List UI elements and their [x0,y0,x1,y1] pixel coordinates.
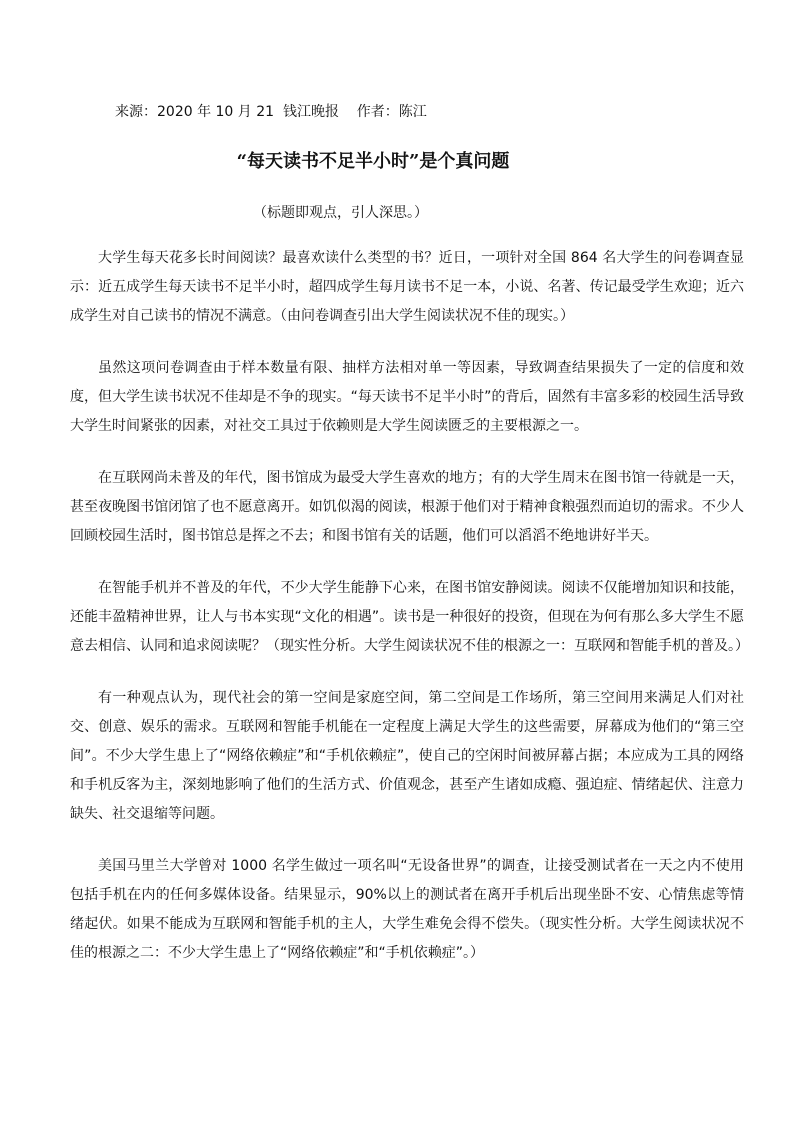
title-note: （标题即观点，引人深思。） [253,205,428,221]
source-line: 来源：2020 年 10 月 21 钱江晚报 作者：陈江 [115,104,427,120]
paragraph-2: 虽然这项问卷调查由于样本数量有限、抽样方法相对单一等因素，导致调查结果损失了一定的信度和效度，但大学生读书状况不佳却是不争的现实。“每天读书不足半小时”的背后，固然有丰富多彩的校园生活导致大学生时间紧张的因素，对社交工具过于依赖则是大学生阅读匮乏的主要根源之一。 [70,360,744,434]
paragraph-1: 大学生每天花多长时间阅读？最喜欢读什么类型的书？近日，一项针对全国 864 名大学生的问卷调查显示：近五成学生每天读书不足半小时，超四成学生每月读书不足一本，小说、名著、传记最受学生欢迎；近六成学生对自己读书的情况不满意。（由问卷调查引出大学生阅读状况不佳的现实。） [70,250,744,324]
paragraph-6: 美国马里兰大学曾对 1000 名学生做过一项名叫“无设备世界”的调查，让接受测试者在一天之内不使用包括手机在内的任何多媒体设备。结果显示，90%以上的测试者在离开手机后出现坐卧不安、心情焦虑等情绪起伏。如果不能成为互联网和智能手机的主人，大学生难免会得不偿失。（现实性分析。大学生阅读状况不佳的根源之二：不少大学生患上了“网络依赖症”和“手机依赖症”。） [70,858,744,961]
article-title: “每天读书不足半小时”是个真问题 [236,151,510,172]
paragraph-5: 有一种观点认为，现代社会的第一空间是家庭空间，第二空间是工作场所，第三空间用来满足人们对社交、创意、娱乐的需求。互联网和智能手机能在一定程度上满足大学生的这些需要，屏幕成为他们的“第三空间”。不少大学生患上了“网络依赖症”和“手机依赖症”，使自己的空闲时间被屏幕占据；本应成为工具的网络和手机反客为主，深刻地影响了他们的生活方式、价值观念，甚至产生诸如成瘾、强迫症、情绪起伏、注意力缺失、社交退缩等问题。 [70,690,744,822]
paragraph-3: 在互联网尚未普及的年代，图书馆成为最受大学生喜欢的地方；有的大学生周末在图书馆一待就是一天，甚至夜晚图书馆闭馆了也不愿意离开。如饥似渴的阅读，根源于他们对于精神食粮强烈而迫切的需求。不少人回顾校园生活时，图书馆总是挥之不去；和图书馆有关的话题，他们可以滔滔不绝地讲好半天。 [70,470,744,544]
article-body [70,244,749,991]
paragraph-4: 在智能手机并不普及的年代，不少大学生能静下心来，在图书馆安静阅读。阅读不仅能增加知识和技能，还能丰盈精神世界，让人与书本实现“文化的相遇”。读书是一种很好的投资，但现在为何有那么多大学生不愿意去相信、认同和追求阅读呢？（现实性分析。大学生阅读状况不佳的根源之一：互联网和智能手机的普及。） [70,580,749,654]
